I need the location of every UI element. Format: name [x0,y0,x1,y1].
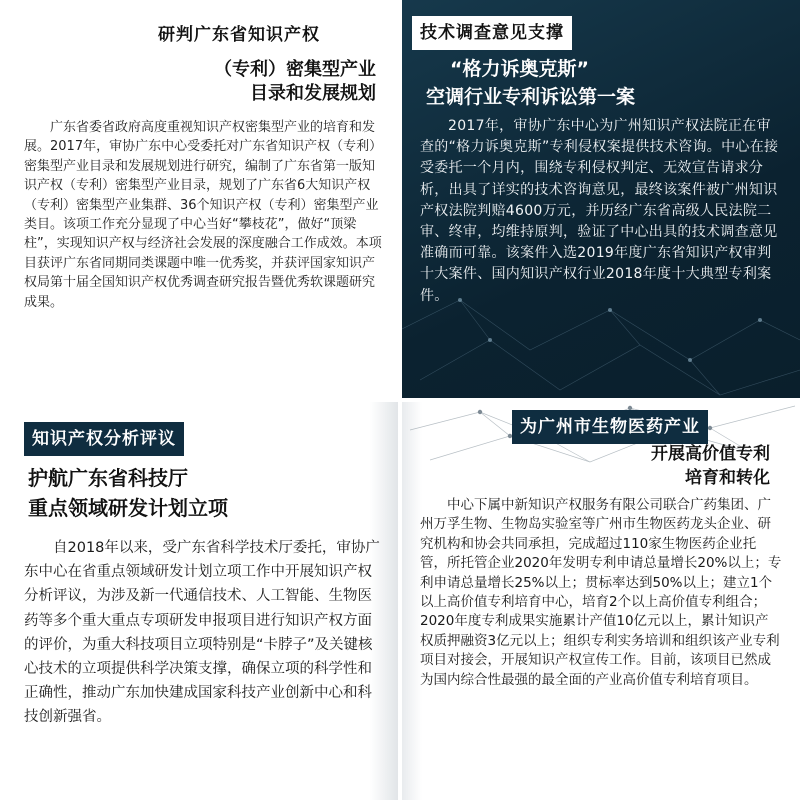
panel-body-text: 2017年，审协广东中心为广州知识产权法院正在审查的“格力诉奥克斯”专利侵权案提供技术咨询。中心在接受委托一个月内，围绕专利侵权判定、无效宣告请求分析，出具了详实的技术咨询意见，最终该案件被广州知识产权法院判赔4600万元，并历经广东省高级人民法院二审、终审，均维持原判，验证了中心出具的技术调查意见准确而可靠。该案件入选2019年度广东省知识产权审判十大案件、国内知识产权行业2018年度十大典型专利案件。 [420,118,779,304]
panel-divider-horizontal [0,398,800,402]
panel-ip-analysis-review [0,400,400,800]
panel-title-line1: 开展高价值专利 [651,444,770,464]
section-tag: 技术调查意见支撑 [412,16,572,50]
panel-title-line1: “格力诉奥克斯” [450,58,589,80]
section-tag: 研判广东省知识产权 [150,18,328,52]
panel-title-line1: 护航广东省科技厅 [28,466,188,490]
panel-ip-intensive-industry [0,0,400,400]
panel-title-line2: 培育和转化 [685,468,770,488]
panel-body-text: 中心下属中新知识产权服务有限公司联合广药集团、广州万孚生物、生物岛实验室等广州市生物医药龙头企业、研究机构和协会共同承担，完成超过110家生物医药企业托管，所托管企业2020年发明专利申请总量增长20%以上；专利申请总量增长25%以上；贯标率达到50%以上；建立1个以上高价值专利培育中心，培育2个以上高价值专利组合；2020年度专利成果实施累计产值10亿元以上，累计知识产权质押融资3亿元以上；组织专利实务培训和组织该产业专利项目对接会，开展知识产权宣传工作。目前，该项目已然成为国内综合性最强的最全面的产业高价值专利培育项目。 [420,497,782,688]
panel-body-text: 广东省委省政府高度重视知识产权密集型产业的培育和发展。2017年，审协广东中心受委托对广东省知识产权（专利）密集型产业目录和发展规划进行研究，编制了广东省第一版知识产权（专利）密集型产业目录，规划了广东省6大知识产权（专利）密集型产业集群、36个知识产权（专利）密集型产业类目。该项工作充分显现了中心当好“攀枝花”，做好“顶梁柱”，实现知识产权与经济社会发展的深度融合工作成效。本项目获评广东省同期同类课题中唯一优秀奖，并获评国家知识产权局第十届全国知识产权优秀调查研究报告暨优秀软课题研究成果。 [24,120,383,310]
section-tag: 为广州市生物医药产业 [512,410,708,444]
panel-title-line2: 空调行业专利诉讼第一案 [426,86,636,108]
panel-title-line2: 重点领域研发计划立项 [28,496,228,520]
section-tag: 知识产权分析评议 [24,422,184,456]
panel-body-text: 自2018年以来，受广东省科学技术厅委托，审协广东中心在省重点领域研发计划立项工作中开展知识产权分析评议，为涉及新一代通信技术、人工智能、生物医药等多个重大重点专项研发申报项目进行知识产权方面的评价，为重大科技项目立项特别是“卡脖子”及关键核心技术的立项提供科学决策支撑，确保立项的科学性和正确性，推动广东加快建成国家科技产业创新中心和科技创新强省。 [24,540,380,726]
panel-title-line2: 目录和发展规划 [250,83,376,104]
panel-biomedical-high-value-patents [400,400,800,800]
panel-gree-vs-aux-case [400,0,800,400]
panel-title-line1: （专利）密集型产业 [214,59,376,80]
